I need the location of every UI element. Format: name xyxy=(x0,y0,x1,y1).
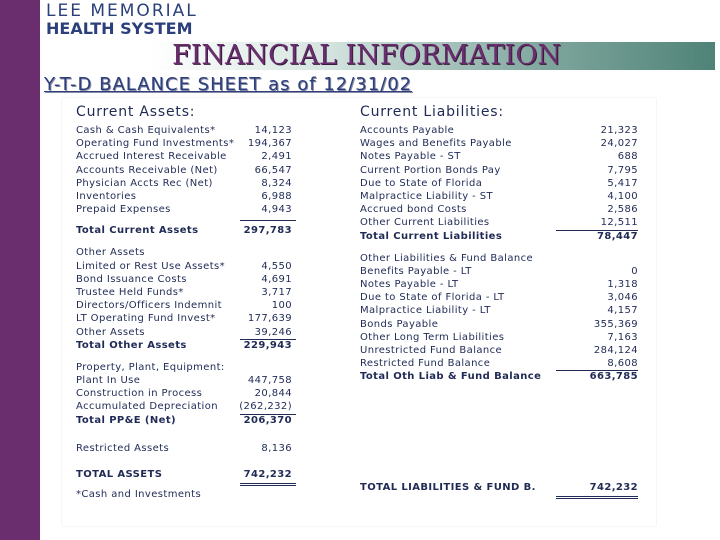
liability-row-label: Accounts Payable xyxy=(360,125,455,136)
liability-row-label: Wages and Benefits Payable xyxy=(360,138,512,150)
other-asset-row-label: Other Assets xyxy=(76,326,145,338)
other-asset-row-label: Bond Issuance Costs xyxy=(76,273,187,285)
other-asset-row-label: LT Operating Fund Invest* xyxy=(76,313,216,325)
liability-row-value: 12,511 xyxy=(600,217,638,229)
liability-row-value: 688 xyxy=(617,151,638,163)
total-rule xyxy=(240,220,296,221)
other-liability-row-label: Benefits Payable - LT xyxy=(360,265,472,277)
other-liability-row-label: Other Long Term Liabilities xyxy=(360,331,505,343)
page-title: FINANCIAL INFORMATION xyxy=(172,40,562,71)
asset-row-value: 14,123 xyxy=(254,125,292,136)
restricted-assets-label: Restricted Assets xyxy=(76,442,170,454)
other-liability-row-label: Restricted Fund Balance xyxy=(360,358,491,370)
asset-row-label: Accounts Receivable (Net) xyxy=(76,164,218,176)
total-ppe-label: Total PP&E (Net) xyxy=(76,414,176,426)
asset-row-value: 8,324 xyxy=(261,177,292,189)
asset-row-value: 2,491 xyxy=(261,151,292,163)
ppe-row-value: 447,758 xyxy=(247,375,292,386)
ppe-row-label: Construction in Process xyxy=(76,388,203,400)
total-other-assets-label: Total Other Assets xyxy=(76,339,187,351)
liability-row-label: Due to State of Florida xyxy=(360,177,483,189)
asset-row-label: Accrued Interest Receivable xyxy=(76,151,227,163)
asset-row-value: 194,367 xyxy=(247,138,292,150)
liability-row-label: Accrued bond Costs xyxy=(360,204,467,216)
asset-row-label: Cash & Cash Equivalents* xyxy=(76,125,216,136)
total-liabilities-label: TOTAL LIABILITIES & FUND B. xyxy=(360,481,536,493)
footnote: *Cash and Investments xyxy=(76,488,202,500)
total-rule xyxy=(556,496,638,497)
total-current-assets-label: Total Current Assets xyxy=(76,225,199,237)
liability-row-value: 24,027 xyxy=(600,138,638,150)
other-asset-row-value: 39,246 xyxy=(254,326,292,338)
total-other-liabilities-value: 663,785 xyxy=(589,371,638,383)
ppe-row-label: Plant In Use xyxy=(76,375,141,386)
logo xyxy=(46,2,206,38)
asset-row-value: 4,943 xyxy=(261,204,292,216)
other-liabilities-heading: Other Liabilities & Fund Balance xyxy=(360,252,534,264)
total-rule xyxy=(240,483,296,484)
ppe-row-label: Accumulated Depreciation xyxy=(76,401,218,413)
asset-row-value: 66,547 xyxy=(254,164,292,176)
ppe-row-value: (262,232) xyxy=(239,401,292,413)
liability-row-label: Current Portion Bonds Pay xyxy=(360,164,501,176)
other-liability-row-label: Due to State of Florida - LT xyxy=(360,292,505,304)
assets-heading: Current Assets: xyxy=(76,104,196,120)
other-liability-row-value: 4,157 xyxy=(607,305,638,317)
other-asset-row-label: Limited or Rest Use Assets* xyxy=(76,260,226,272)
total-current-liabilities-value: 78,447 xyxy=(597,230,638,242)
restricted-assets-value: 8,136 xyxy=(261,442,292,454)
total-rule xyxy=(240,485,296,486)
other-asset-row-value: 177,639 xyxy=(247,313,292,325)
logo-line-1: LEE MEMORIAL xyxy=(46,1,198,21)
balance-sheet xyxy=(62,98,656,526)
total-other-liabilities-label: Total Oth Liab & Fund Balance xyxy=(360,371,542,383)
liability-row-label: Other Current Liabilities xyxy=(360,217,490,229)
other-liability-row-label: Bonds Payable xyxy=(360,318,439,330)
other-liability-row-value: 3,046 xyxy=(607,292,638,304)
total-current-assets-value: 297,783 xyxy=(243,225,292,237)
asset-row-label: Prepaid Expenses xyxy=(76,204,171,216)
ppe-heading: Property, Plant, Equipment: xyxy=(76,361,225,373)
total-rule xyxy=(556,498,638,499)
total-assets-value: 742,232 xyxy=(243,468,292,480)
total-liabilities-value: 742,232 xyxy=(589,481,638,493)
liability-row-value: 4,100 xyxy=(607,191,638,202)
other-liability-row-label: Unrestricted Fund Balance xyxy=(360,345,503,356)
other-asset-row-label: Trustee Held Funds* xyxy=(76,287,184,298)
ppe-row-value: 20,844 xyxy=(254,388,292,400)
total-current-liabilities-label: Total Current Liabilities xyxy=(360,230,503,242)
liability-row-value: 7,795 xyxy=(607,164,638,176)
other-liability-row-value: 355,369 xyxy=(593,318,638,330)
total-other-assets-value: 229,943 xyxy=(243,339,292,351)
other-liability-row-value: 8,608 xyxy=(607,358,638,370)
other-liability-row-value: 0 xyxy=(631,265,638,277)
asset-row-label: Operating Fund Investments* xyxy=(76,138,235,150)
liability-row-value: 2,586 xyxy=(607,204,638,216)
liability-row-label: Notes Payable - ST xyxy=(360,151,461,163)
liability-row-value: 5,417 xyxy=(607,177,638,189)
left-accent-bar xyxy=(0,0,40,540)
total-ppe-value: 206,370 xyxy=(243,414,292,426)
liability-row-label: Malpractice Liability - ST xyxy=(360,191,493,202)
liabilities-heading: Current Liabilities: xyxy=(360,104,504,120)
other-liability-row-value: 7,163 xyxy=(607,331,638,343)
other-asset-row-value: 100 xyxy=(271,300,292,312)
asset-row-value: 6,988 xyxy=(261,191,292,202)
asset-row-label: Inventories xyxy=(76,191,137,202)
other-assets-heading: Other Assets xyxy=(76,247,145,259)
other-liability-row-value: 1,318 xyxy=(607,279,638,290)
other-asset-row-label: Directors/Officers Indemnit xyxy=(76,300,222,312)
other-asset-row-value: 4,550 xyxy=(261,260,292,272)
page-subtitle: Y-T-D BALANCE SHEET as of 12/31/02 xyxy=(44,74,413,95)
other-liability-row-label: Notes Payable - LT xyxy=(360,279,459,290)
total-assets-label: TOTAL ASSETS xyxy=(76,468,163,480)
other-asset-row-value: 4,691 xyxy=(261,273,292,285)
other-liability-row-label: Malpractice Liability - LT xyxy=(360,305,491,317)
other-asset-row-value: 3,717 xyxy=(261,287,292,298)
logo-line-2: HEALTH SYSTEM xyxy=(46,19,193,38)
asset-row-label: Physician Accts Rec (Net) xyxy=(76,177,213,189)
other-liability-row-value: 284,124 xyxy=(593,345,638,356)
liability-row-value: 21,323 xyxy=(600,125,638,136)
